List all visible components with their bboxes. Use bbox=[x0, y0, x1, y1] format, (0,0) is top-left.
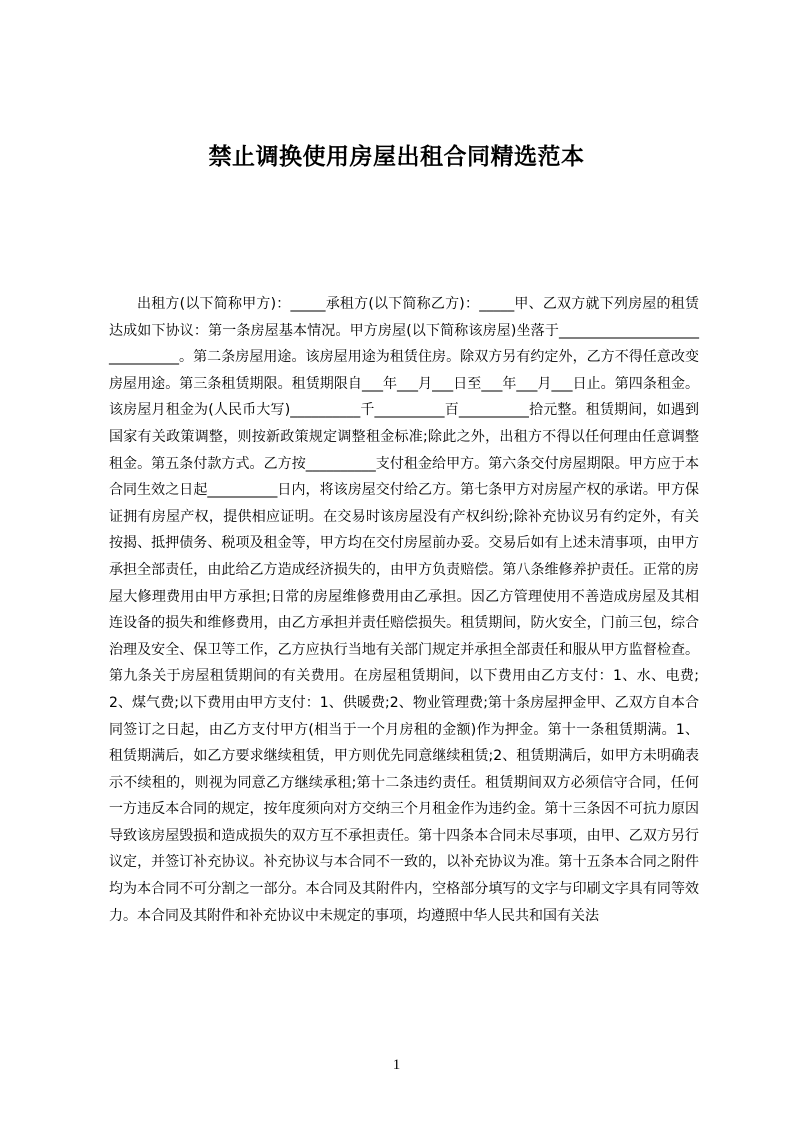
document-title: 禁止调换使用房屋出租合同精选范本 bbox=[208, 144, 585, 170]
contract-body-paragraph: 出租方(以下简称甲方)：_____承租方(以下简称乙方)：_____甲、乙双方就下列房屋的租赁达成如下协议：第一条房屋基本情况。甲方房屋(以下简称该房屋)坐落于______________________________。第二条房屋用途。该房屋用途为租赁住房。除双方另有约定外，乙方不得任意改变房屋用途。第三条租赁期限。租赁期限自___年___月___日至___年___月___日止。第四条租金。该房屋月租金为(人民币大写)__________千__________百__________拾元整。租赁期间，如遇到国家有关政策调整，则按新政策规定调整租金标准;除此之外，出租方不得以任何理由任意调整租金。第五条付款方式。乙方按__________支付租金给甲方。第六条交付房屋期限。甲方应于本合同生效之日起__________日内，将该房屋交付给乙方。第七条甲方对房屋产权的承诺。甲方保证拥有房屋产权，提供相应证明。在交易时该房屋没有产权纠纷;除补充协议另有约定外，有关按揭、抵押债务、税项及租金等，甲方均在交付房屋前办妥。交易后如有上述未清事项，由甲方承担全部责任，由此给乙方造成经济损失的，由甲方负责赔偿。第八条维修养护责任。正常的房屋大修理费用由甲方承担;日常的房屋维修费用由乙承担。因乙方管理使用不善造成房屋及其相连设备的损失和维修费用，由乙方承担并责任赔偿损失。租赁期间，防火安全，门前三包，综合治理及安全、保卫等工作，乙方应执行当地有关部门规定并承担全部责任和服从甲方监督检查。第九条关于房屋租赁期间的有关费用。在房屋租赁期间，以下费用由乙方支付：1、水、电费;2、煤气费;以下费用由甲方支付：1、供暖费;2、物业管理费;第十条房屋押金甲、乙双方自本合同签订之日起，由乙方支付甲方(相当于一个月房租的金额)作为押金。第十一条租赁期满。1、租赁期满后，如乙方要求继续租赁，甲方则优先同意继续租赁;2、租赁期满后，如甲方未明确表示不续租的，则视为同意乙方继续承租;第十二条违约责任。租赁期间双方必须信守合同，任何一方违反本合同的规定，按年度须向对方交纳三个月租金作为违约金。第十三条因不可抗力原因导致该房屋毁损和造成损失的双方互不承担责任。第十四条本合同未尽事项，由甲、乙双方另行议定，并签订补充协议。补充协议与本合同不一致的，以补充协议为准。第十五条本合同之附件均为本合同不可分割之一部分。本合同及其附件内，空格部分填写的文字与印刷文字具有同等效力。本合同及其附件和补充协议中未规定的事项，均遵照中华人民共和国有关法 bbox=[109, 296, 699, 924]
page-number: 1 bbox=[392, 1057, 401, 1073]
